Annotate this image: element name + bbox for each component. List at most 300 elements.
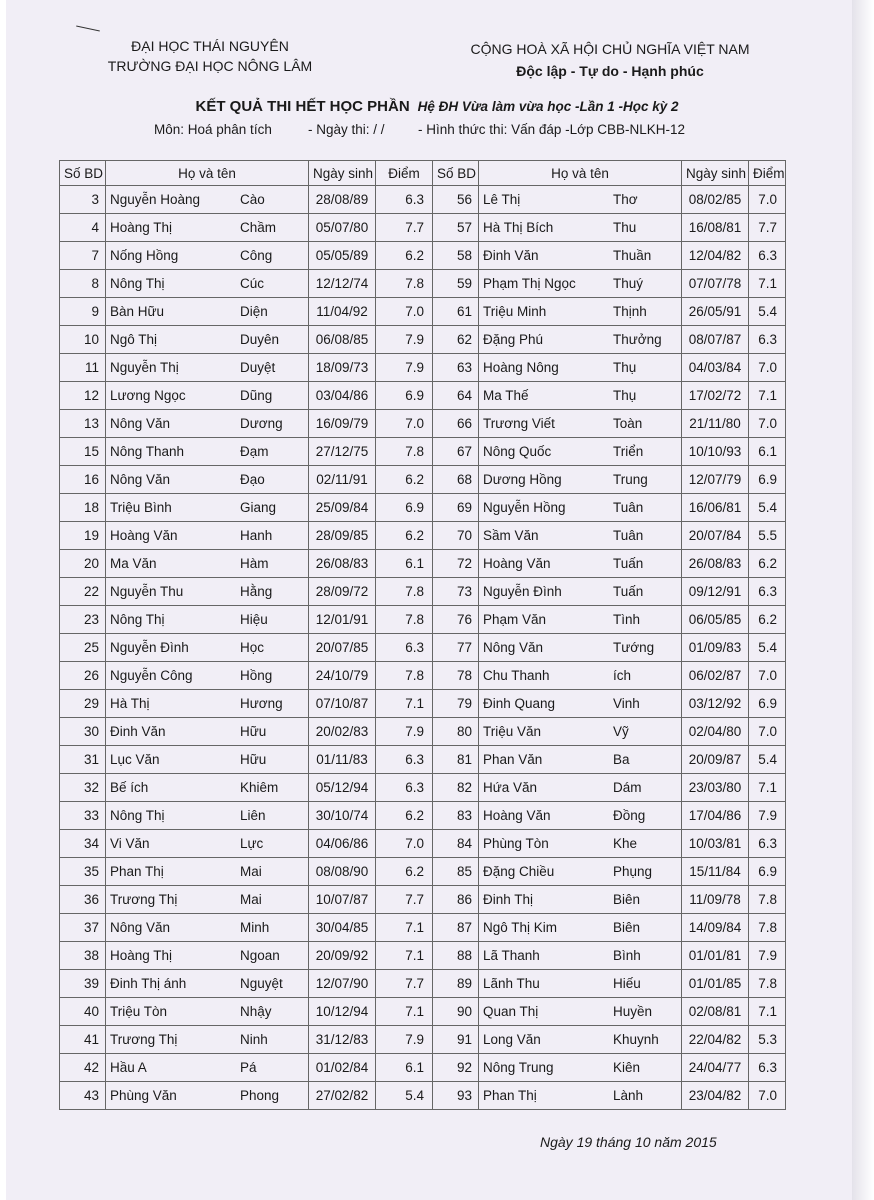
exam-score: 7.8: [749, 970, 786, 998]
exam-score: 6.2: [376, 466, 433, 494]
birth-date: 04/03/84: [682, 354, 749, 382]
student-name-cell: [479, 326, 682, 354]
student-family-name: Nông Thị: [110, 612, 165, 627]
student-given-name: Nhậy: [240, 1004, 272, 1019]
exam-score: 7.8: [749, 886, 786, 914]
exam-score: 6.3: [376, 634, 433, 662]
birth-date: 08/07/87: [682, 326, 749, 354]
student-name-cell: [106, 970, 309, 998]
table-row: [60, 662, 786, 690]
student-number: 10: [60, 326, 106, 354]
student-family-name: Phạm Văn: [483, 612, 547, 627]
student-family-name: Trương Thị: [110, 1032, 178, 1047]
student-number: 3: [60, 186, 106, 214]
birth-date: 16/06/81: [682, 494, 749, 522]
student-number: 86: [433, 886, 479, 914]
birth-date: 12/04/82: [682, 242, 749, 270]
student-family-name: Đinh Văn: [110, 724, 166, 739]
exam-score: 6.3: [376, 746, 433, 774]
student-family-name: Ma Thế: [483, 388, 529, 403]
birth-date: 17/04/86: [682, 802, 749, 830]
exam-score: 6.2: [376, 858, 433, 886]
student-name-cell: [106, 186, 309, 214]
student-family-name: Phùng Tòn: [483, 836, 549, 851]
student-given-name: Ninh: [240, 1032, 268, 1047]
student-name-cell: [106, 298, 309, 326]
student-family-name: Bàn Hữu: [110, 304, 165, 319]
student-name-cell: [479, 522, 682, 550]
student-family-name: Đặng Phú: [483, 332, 544, 347]
student-given-name: Thu: [613, 220, 637, 235]
birth-date: 26/08/83: [309, 550, 376, 578]
student-family-name: Trương Thị: [110, 892, 178, 907]
student-given-name: Ba: [613, 752, 630, 767]
birth-date: 28/09/72: [309, 578, 376, 606]
student-given-name: Thưởng: [613, 332, 662, 347]
student-name-cell: [479, 830, 682, 858]
exam-score: 6.9: [749, 690, 786, 718]
student-family-name: Hoàng Văn: [483, 808, 551, 823]
exam-score: 7.1: [749, 998, 786, 1026]
student-number: 20: [60, 550, 106, 578]
student-given-name: Thơ: [613, 192, 638, 207]
student-name-cell: [106, 774, 309, 802]
student-name-cell: [479, 410, 682, 438]
exam-score: 7.8: [376, 438, 433, 466]
student-number: 36: [60, 886, 106, 914]
exam-score: 6.2: [376, 802, 433, 830]
student-family-name: Hoàng Nông: [483, 360, 559, 375]
school-name: TRƯỜNG ĐẠI HỌC NÔNG LÂM: [107, 58, 313, 74]
student-name-cell: [479, 354, 682, 382]
exam-score: 7.0: [749, 186, 786, 214]
student-family-name: Hà Thị: [110, 696, 150, 711]
exam-score: 7.0: [376, 298, 433, 326]
student-name-cell: [106, 634, 309, 662]
student-given-name: Kiên: [613, 1060, 641, 1075]
student-given-name: Đạo: [240, 472, 265, 487]
birth-date: 20/07/84: [682, 522, 749, 550]
signing-date: Ngày 19 tháng 10 năm 2015: [540, 1134, 717, 1150]
birth-date: 15/11/84: [682, 858, 749, 886]
student-family-name: Nông Quốc: [483, 444, 552, 459]
exam-score: 5.4: [749, 298, 786, 326]
student-given-name: Khuynh: [613, 1032, 659, 1047]
birth-date: 01/01/81: [682, 942, 749, 970]
birth-date: 30/10/74: [309, 802, 376, 830]
birth-date: 24/04/77: [682, 1054, 749, 1082]
student-family-name: Trương Viết: [483, 416, 555, 431]
student-given-name: Trung: [613, 472, 648, 487]
student-family-name: Lương Ngọc: [110, 388, 186, 403]
student-family-name: Nông Văn: [110, 416, 171, 431]
table-row: [60, 942, 786, 970]
exam-score: 7.0: [749, 354, 786, 382]
student-name-cell: [479, 662, 682, 690]
table-header-row: [60, 161, 786, 186]
student-family-name: Nống Hồng: [110, 248, 179, 263]
student-number: 93: [433, 1082, 479, 1110]
student-name-cell: [479, 746, 682, 774]
student-given-name: Dũng: [240, 388, 273, 403]
exam-score: 6.3: [376, 774, 433, 802]
student-number: 37: [60, 914, 106, 942]
student-given-name: ích: [613, 668, 632, 683]
student-name-cell: [479, 998, 682, 1026]
student-number: 61: [433, 298, 479, 326]
student-number: 23: [60, 606, 106, 634]
column-header-score: Điểm: [749, 161, 786, 186]
exam-score: 7.9: [376, 1026, 433, 1054]
student-number: 34: [60, 830, 106, 858]
student-number: 91: [433, 1026, 479, 1054]
student-given-name: Dám: [613, 780, 642, 795]
table-row: [60, 270, 786, 298]
student-name-cell: [479, 438, 682, 466]
student-given-name: Liên: [240, 808, 266, 823]
exam-score: 7.0: [376, 830, 433, 858]
birth-date: 30/04/85: [309, 914, 376, 942]
student-name-cell: [479, 774, 682, 802]
table-row: [60, 326, 786, 354]
student-given-name: Dương: [240, 416, 283, 431]
student-name-cell: [106, 354, 309, 382]
student-number: 16: [60, 466, 106, 494]
table-row: [60, 830, 786, 858]
exam-score: 6.1: [749, 438, 786, 466]
student-number: 40: [60, 998, 106, 1026]
student-name-cell: [479, 578, 682, 606]
exam-score: 7.8: [376, 270, 433, 298]
student-given-name: Khiêm: [240, 780, 279, 795]
exam-score: 7.1: [749, 270, 786, 298]
student-number: 85: [433, 858, 479, 886]
exam-score: 7.1: [376, 690, 433, 718]
institution-header: [100, 36, 320, 76]
student-number: 92: [433, 1054, 479, 1082]
table-row: [60, 494, 786, 522]
table-row: [60, 718, 786, 746]
student-name-cell: [106, 1026, 309, 1054]
table-row: [60, 774, 786, 802]
student-family-name: Triệu Minh: [483, 304, 547, 319]
student-number: 57: [433, 214, 479, 242]
birth-date: 01/01/85: [682, 970, 749, 998]
student-number: 68: [433, 466, 479, 494]
table-row: [60, 634, 786, 662]
exam-score: 6.9: [376, 494, 433, 522]
student-name-cell: [479, 270, 682, 298]
exam-score: 6.9: [749, 858, 786, 886]
birth-date: 10/07/87: [309, 886, 376, 914]
student-family-name: Hà Thị Bích: [483, 220, 554, 235]
student-family-name: Phan Văn: [483, 752, 543, 767]
student-name-cell: [479, 942, 682, 970]
birth-date: 21/11/80: [682, 410, 749, 438]
student-name-cell: [106, 382, 309, 410]
student-given-name: Đồng: [613, 808, 646, 823]
table-row: [60, 578, 786, 606]
student-name-cell: [106, 606, 309, 634]
student-given-name: Tuân: [613, 500, 644, 515]
birth-date: 27/02/82: [309, 1082, 376, 1110]
birth-date: 14/09/84: [682, 914, 749, 942]
student-number: 80: [433, 718, 479, 746]
table-row: [60, 186, 786, 214]
student-family-name: Nông Văn: [110, 920, 171, 935]
birth-date: 07/10/87: [309, 690, 376, 718]
student-name-cell: [479, 1026, 682, 1054]
student-number: 43: [60, 1082, 106, 1110]
student-name-cell: [479, 606, 682, 634]
student-family-name: Phạm Thị Ngọc: [483, 276, 576, 291]
student-name-cell: [106, 858, 309, 886]
column-header-name: Họ và tên: [479, 161, 682, 186]
table-row: [60, 802, 786, 830]
exam-score: 6.1: [376, 1054, 433, 1082]
student-family-name: Ma Văn: [110, 556, 157, 571]
student-given-name: Hương: [240, 696, 283, 711]
student-family-name: Lã Thanh: [483, 948, 540, 963]
table-row: [60, 1054, 786, 1082]
student-number: 69: [433, 494, 479, 522]
table-row: [60, 998, 786, 1026]
student-given-name: Pá: [240, 1060, 257, 1075]
student-given-name: Tuấn: [613, 556, 644, 571]
birth-date: 05/05/89: [309, 242, 376, 270]
exam-score: 6.3: [376, 186, 433, 214]
student-name-cell: [106, 886, 309, 914]
student-given-name: Khe: [613, 836, 638, 851]
student-given-name: Tình: [613, 612, 641, 627]
student-name-cell: [106, 578, 309, 606]
student-family-name: Hoàng Thị: [110, 220, 173, 235]
student-family-name: Triệu Tòn: [110, 1004, 168, 1019]
student-name-cell: [479, 858, 682, 886]
exam-form-label: - Hình thức thi: Vấn đáp -Lớp CBB-NLKH-12: [418, 122, 686, 137]
student-given-name: Tướng: [613, 640, 655, 655]
student-family-name: Triệu Bình: [110, 500, 172, 515]
student-family-name: Vi Văn: [110, 836, 150, 851]
column-header-dob: Ngày sinh: [682, 161, 749, 186]
results-table: [59, 160, 786, 1110]
student-number: 88: [433, 942, 479, 970]
student-number: 25: [60, 634, 106, 662]
student-family-name: Ngô Thị Kim: [483, 920, 558, 935]
birth-date: 04/06/86: [309, 830, 376, 858]
exam-score: 6.2: [749, 550, 786, 578]
student-family-name: Nguyễn Công: [110, 668, 193, 683]
column-header-name: Họ và tên: [106, 161, 309, 186]
student-number: 70: [433, 522, 479, 550]
student-number: 19: [60, 522, 106, 550]
student-given-name: Minh: [240, 920, 270, 935]
student-given-name: Hằng: [240, 584, 273, 599]
exam-score: 7.7: [749, 214, 786, 242]
exam-score: 5.4: [749, 494, 786, 522]
student-number: 90: [433, 998, 479, 1026]
student-family-name: Đinh Thị: [483, 892, 534, 907]
student-family-name: Hoàng Văn: [483, 556, 551, 571]
birth-date: 20/07/85: [309, 634, 376, 662]
student-given-name: Tuân: [613, 528, 644, 543]
birth-date: 02/08/81: [682, 998, 749, 1026]
student-name-cell: [106, 214, 309, 242]
student-number: 59: [433, 270, 479, 298]
table-row: [60, 382, 786, 410]
student-name-cell: [479, 886, 682, 914]
national-header: [445, 38, 775, 82]
exam-score: 7.1: [376, 914, 433, 942]
student-given-name: Duyệt: [240, 360, 276, 375]
student-given-name: Đạm: [240, 444, 269, 459]
student-given-name: Thuý: [613, 276, 644, 291]
page-edge: [852, 0, 874, 1200]
student-given-name: Biên: [613, 920, 641, 935]
student-number: 83: [433, 802, 479, 830]
student-family-name: Lãnh Thu: [483, 976, 540, 991]
exam-score: 7.0: [376, 410, 433, 438]
exam-score: 7.1: [376, 942, 433, 970]
birth-date: 01/11/83: [309, 746, 376, 774]
birth-date: 11/09/78: [682, 886, 749, 914]
exam-score: 7.0: [749, 662, 786, 690]
table-row: [60, 438, 786, 466]
subject-label: Môn: Hoá phân tích: [154, 122, 272, 137]
table-row: [60, 914, 786, 942]
birth-date: 12/07/90: [309, 970, 376, 998]
birth-date: 31/12/83: [309, 1026, 376, 1054]
exam-score: 5.5: [749, 522, 786, 550]
table-row: [60, 466, 786, 494]
table-row: [60, 522, 786, 550]
exam-score: 6.1: [376, 550, 433, 578]
birth-date: 01/02/84: [309, 1054, 376, 1082]
student-given-name: Phụng: [613, 864, 653, 879]
student-family-name: Nông Thanh: [110, 444, 185, 459]
student-number: 8: [60, 270, 106, 298]
student-number: 81: [433, 746, 479, 774]
student-number: 87: [433, 914, 479, 942]
student-family-name: Đinh Văn: [483, 248, 539, 263]
student-given-name: Cào: [240, 192, 265, 207]
student-name-cell: [106, 914, 309, 942]
student-name-cell: [106, 830, 309, 858]
exam-score: 7.1: [749, 774, 786, 802]
student-number: 84: [433, 830, 479, 858]
student-family-name: Phan Thị: [483, 1088, 537, 1103]
exam-score: 7.8: [376, 578, 433, 606]
exam-score: 6.3: [749, 1054, 786, 1082]
birth-date: 10/12/94: [309, 998, 376, 1026]
student-number: 78: [433, 662, 479, 690]
student-name-cell: [106, 326, 309, 354]
student-family-name: Hoàng Văn: [110, 528, 178, 543]
birth-date: 11/04/92: [309, 298, 376, 326]
student-family-name: Nông Trung: [483, 1060, 554, 1075]
student-name-cell: [479, 466, 682, 494]
student-given-name: Triển: [613, 444, 644, 459]
birth-date: 06/08/85: [309, 326, 376, 354]
birth-date: 22/04/82: [682, 1026, 749, 1054]
student-name-cell: [106, 942, 309, 970]
student-name-cell: [479, 242, 682, 270]
table-row: [60, 354, 786, 382]
birth-date: 20/09/87: [682, 746, 749, 774]
student-number: 58: [433, 242, 479, 270]
student-number: 4: [60, 214, 106, 242]
student-family-name: Nông Văn: [110, 472, 171, 487]
student-number: 22: [60, 578, 106, 606]
birth-date: 06/02/87: [682, 662, 749, 690]
student-name-cell: [106, 1082, 309, 1110]
student-name-cell: [106, 998, 309, 1026]
birth-date: 18/09/73: [309, 354, 376, 382]
birth-date: 28/08/89: [309, 186, 376, 214]
exam-score: 7.8: [749, 914, 786, 942]
birth-date: 05/07/80: [309, 214, 376, 242]
table-row: [60, 214, 786, 242]
birth-date: 01/09/83: [682, 634, 749, 662]
student-given-name: Biên: [613, 892, 641, 907]
exam-score: 6.2: [749, 606, 786, 634]
student-given-name: Chầm: [240, 220, 277, 235]
student-given-name: Hanh: [240, 528, 273, 543]
student-given-name: Lành: [613, 1088, 644, 1103]
table-row: [60, 1026, 786, 1054]
birth-date: 26/08/83: [682, 550, 749, 578]
title-main: KẾT QUẢ THI HẾT HỌC PHẦN: [195, 98, 410, 115]
student-name-cell: [106, 522, 309, 550]
student-family-name: Nông Thị: [110, 276, 165, 291]
student-family-name: Lục Văn: [110, 752, 160, 767]
student-family-name: Triệu Văn: [483, 724, 542, 739]
student-number: 15: [60, 438, 106, 466]
student-number: 73: [433, 578, 479, 606]
student-family-name: Nguyễn Hồng: [483, 500, 566, 515]
birth-date: 23/04/82: [682, 1082, 749, 1110]
exam-score: 7.0: [749, 1082, 786, 1110]
student-name-cell: [106, 690, 309, 718]
student-number: 13: [60, 410, 106, 438]
country-name: CỘNG HOÀ XÃ HỘI CHỦ NGHĨA VIỆT NAM: [470, 41, 750, 57]
column-header-sbd: Số BD: [60, 161, 106, 186]
title-sub: Hệ ĐH Vừa làm vừa học -Lần 1 -Học kỳ 2: [417, 99, 679, 114]
exam-score: 6.9: [376, 382, 433, 410]
table-row: [60, 410, 786, 438]
student-given-name: Giang: [240, 500, 277, 515]
student-name-cell: [479, 690, 682, 718]
student-family-name: Đinh Quang: [483, 696, 556, 711]
student-name-cell: [479, 186, 682, 214]
student-number: 77: [433, 634, 479, 662]
student-number: 7: [60, 242, 106, 270]
student-given-name: Hiệu: [240, 612, 268, 627]
student-given-name: Cúc: [240, 276, 265, 291]
student-number: 26: [60, 662, 106, 690]
student-given-name: Thịnh: [613, 304, 647, 319]
exam-score: 7.9: [376, 354, 433, 382]
student-given-name: Công: [240, 248, 273, 263]
student-given-name: Mai: [240, 892, 262, 907]
student-family-name: Phùng Văn: [110, 1088, 177, 1103]
student-given-name: Vỹ: [613, 724, 629, 739]
table-row: [60, 746, 786, 774]
exam-score: 7.7: [376, 214, 433, 242]
student-family-name: Hoàng Thị: [110, 948, 173, 963]
birth-date: 12/12/74: [309, 270, 376, 298]
student-number: 9: [60, 298, 106, 326]
